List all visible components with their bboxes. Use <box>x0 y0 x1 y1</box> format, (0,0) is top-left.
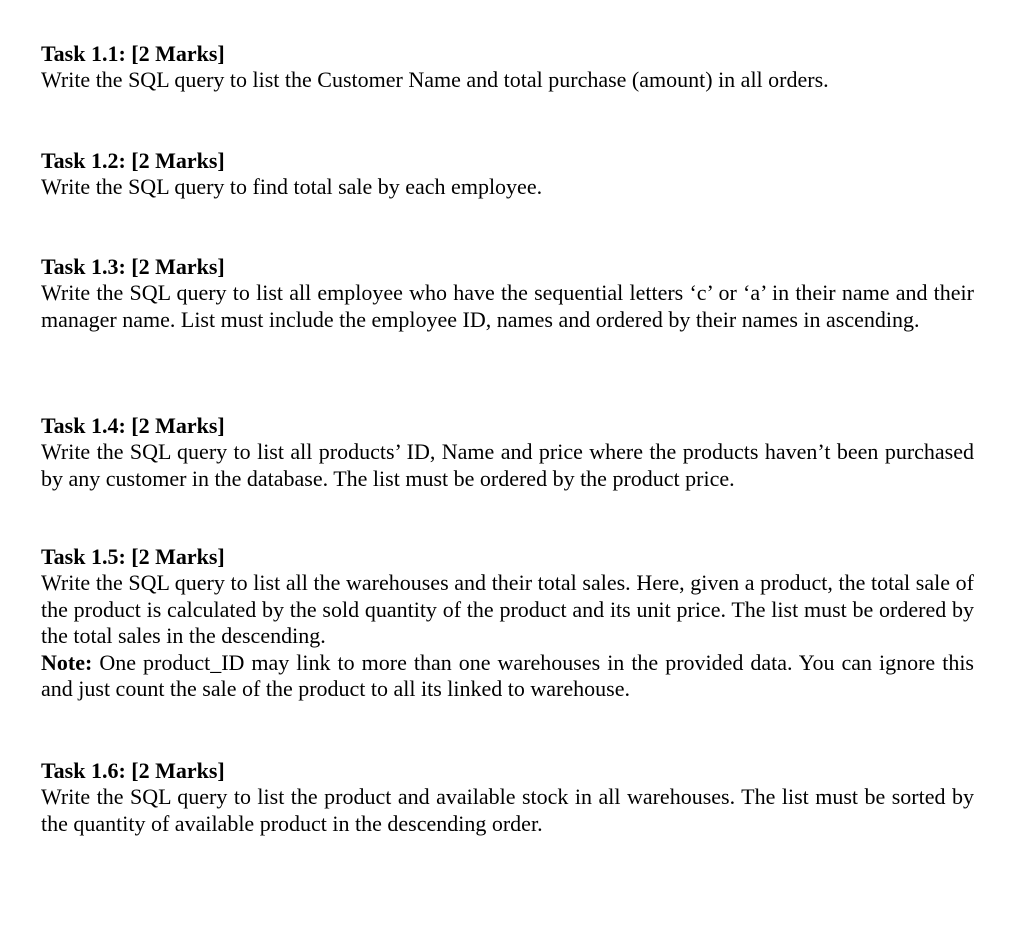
task-1-4 <box>41 412 974 492</box>
task-description: Write the SQL query to list all products’ ID, Name and price where the products haven’t been purchased by any customer in the database. The list must be ordered by the product price. <box>41 439 974 491</box>
task-heading: Task 1.3: [2 Marks] <box>41 254 225 279</box>
task-1-6 <box>41 757 974 837</box>
task-1-2 <box>41 147 974 201</box>
task-1-5 <box>41 543 974 703</box>
task-description: Write the SQL query to list all the warehouses and their total sales. Here, given a product, the total sale of the product is calculated by the sold quantity of the product and its unit price. The list must be ordered by the total sales in the descending. <box>41 570 974 648</box>
note-label: Note: <box>41 649 93 675</box>
task-note <box>41 650 974 703</box>
task-heading: Task 1.6: [2 Marks] <box>41 758 225 783</box>
task-description: Write the SQL query to list the product and available stock in all warehouses. The list must be sorted by the quantity of available product in the descending order. <box>41 784 974 836</box>
task-description: Write the SQL query to list the Customer Name and total purchase (amount) in all orders. <box>41 67 829 92</box>
task-heading: Task 1.4: [2 Marks] <box>41 413 225 438</box>
note-text: One product_ID may link to more than one warehouses in the provided data. You can ignore this and just count the sale of the product to all its linked to warehouse. <box>41 649 974 701</box>
task-heading: Task 1.5: [2 Marks] <box>41 544 225 569</box>
task-heading: Task 1.1: [2 Marks] <box>41 41 225 66</box>
task-1-3 <box>41 253 974 333</box>
task-description: Write the SQL query to list all employee who have the sequential letters ‘c’ or ‘a’ in their name and their manager name. List must include the employee ID, names and ordered by their names in ascending. <box>41 280 974 332</box>
task-description: Write the SQL query to find total sale by each employee. <box>41 174 543 199</box>
task-heading: Task 1.2: [2 Marks] <box>41 148 225 173</box>
task-1-1 <box>41 40 974 94</box>
